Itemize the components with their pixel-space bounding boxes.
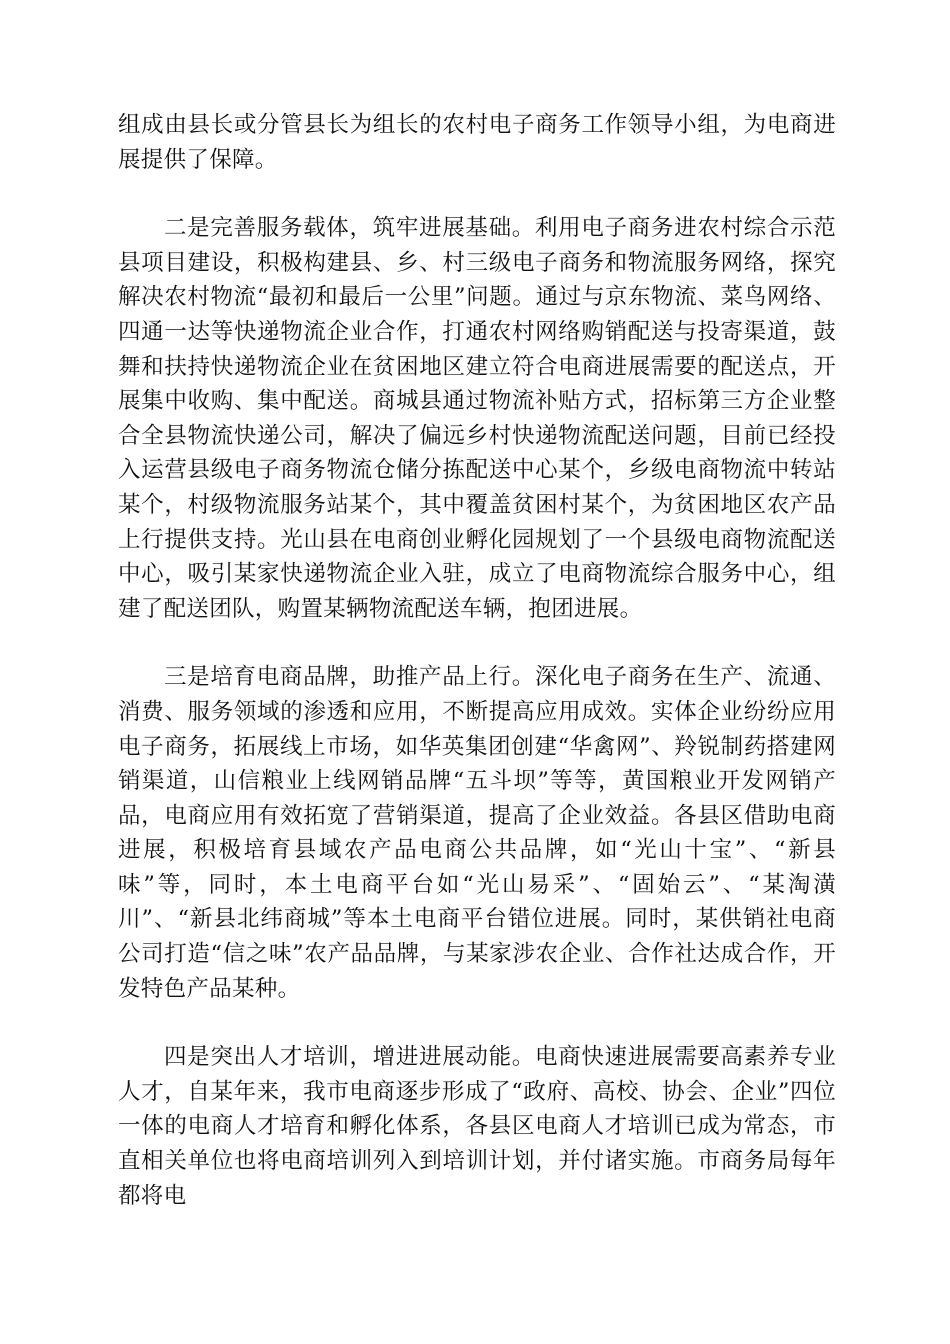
paragraph-gap [118,177,836,211]
paragraph-gap [118,626,836,660]
paragraph-continuation: 组成由县长或分管县长为组长的农村电子商务工作领导小组，为电商进展提供了保障。 [118,112,836,173]
document-body [118,108,836,1213]
paragraph-brand-building: 三是培育电商品牌，助推产品上行。深化电子商务在生产、流通、消费、服务领域的渗透和应用，不断提高应用成效。实体企业纷纷应用电子商务，拓展线上市场，如华英集团创建“华禽网”、羚锐制药搭建网销渠道，山信粮业上线网销品牌“五斗坝”等等，黄国粮业开发网销产品，电商应用有效拓宽了营销渠道，提高了企业效益。各县区借助电商进展，积极培育县域农产品电商公共品牌，如“光山十宝”、“新县味”等，同时，本土电商平台如“光山易采”、“固始云”、“某淘潢川”、“新县北纬商城”等本土电商平台错位进展。同时，某供销社电商公司打造“信之味”农产品品牌，与某家涉农企业、合作社达成合作，开发特色产品某种。 [118,664,836,1002]
paragraph-talent-training: 四是突出人才培训，增进进展动能。电商快速进展需要高素养专业人才，自某年来，我市电商逐步形成了“政府、高校、协会、企业”四位一体的电商人才培育和孵化体系，各县区电商人才培训已成为常态，市直相关单位也将电商培训列入到培训计划，并付诸实施。市商务局每年都将电 [118,1044,836,1209]
paragraph-gap [118,1006,836,1040]
paragraph-service-carrier: 二是完善服务载体，筑牢进展基础。利用电子商务进农村综合示范县项目建设，积极构建县、乡、村三级电子商务和物流服务网络，探究解决农村物流“最初和最后一公里”问题。通过与京东物流、菜鸟网络、四通一达等快递物流企业合作，打通农村网络购销配送与投寄渠道，鼓舞和扶持快递物流企业在贫困地区建立符合电商进展需要的配送点，开展集中收购、集中配送。商城县通过物流补贴方式，招标第三方企业整合全县物流快递公司，解决了偏远乡村快递物流配送问题，目前已经投入运营县级电子商务物流仓储分拣配送中心某个，乡级电商物流中转站某个，村级物流服务站某个，其中覆盖贫困村某个，为贫困地区农产品上行提供支持。光山县在电商创业孵化园规划了一个县级电商物流配送中心，吸引某家快递物流企业入驻，成立了电商物流综合服务中心，组建了配送团队，购置某辆物流配送车辆，抱团进展。 [118,215,836,622]
